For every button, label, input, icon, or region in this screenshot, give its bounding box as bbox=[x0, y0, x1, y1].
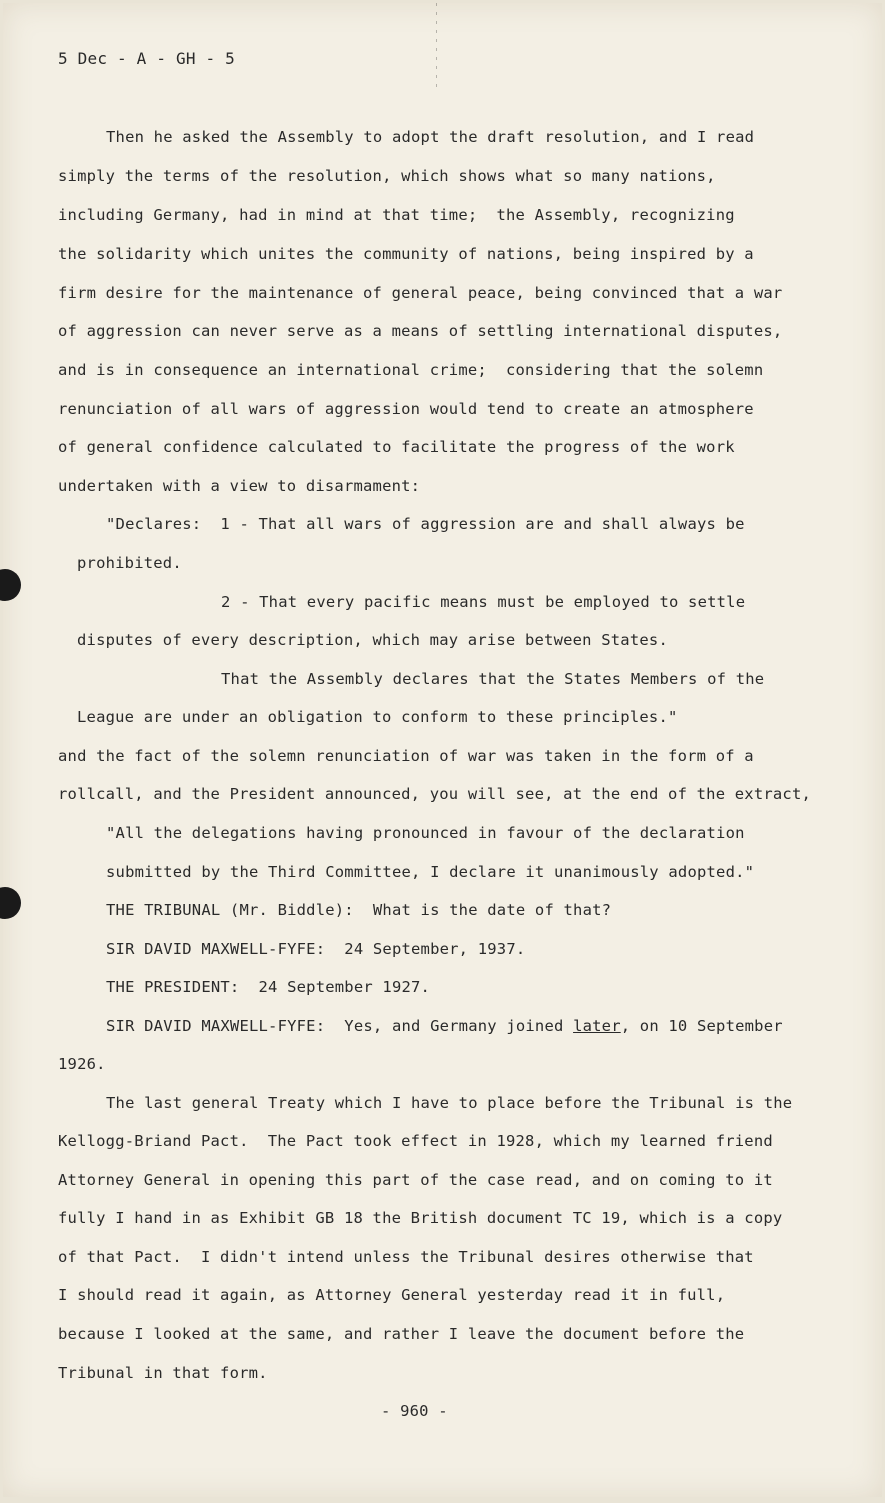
text-line: Then he asked the Assembly to adopt the draft resolution, and I read bbox=[106, 128, 755, 146]
text-line: simply the terms of the resolution, which shows what so many nations, bbox=[58, 167, 716, 185]
text-line: The last general Treaty which I have to place before the Tribunal is the bbox=[106, 1094, 793, 1112]
document-page bbox=[3, 3, 882, 1497]
text-line: Tribunal in that form. bbox=[58, 1364, 268, 1382]
text-line: renunciation of all wars of aggression would tend to create an atmosphere bbox=[58, 400, 754, 418]
fold-mark bbox=[436, 3, 437, 93]
text-line: because I looked at the same, and rather I leave the document before the bbox=[58, 1325, 745, 1343]
page-number: - 960 - bbox=[381, 1402, 448, 1420]
text-line: and is in consequence an international crime; considering that the solemn bbox=[58, 361, 764, 379]
binder-hole-bottom bbox=[0, 887, 21, 919]
text-line: Kellogg-Briand Pact. The Pact took effect in 1928, which my learned friend bbox=[58, 1132, 773, 1150]
document-reference: 5 Dec - A - GH - 5 bbox=[58, 49, 235, 68]
text-line: undertaken with a view to disarmament: bbox=[58, 477, 421, 495]
text-line: the solidarity which unites the community of nations, being inspired by a bbox=[58, 245, 754, 263]
text-line: fully I hand in as Exhibit GB 18 the British document TC 19, which is a copy bbox=[58, 1209, 783, 1227]
text-line: SIR DAVID MAXWELL-FYFE: 24 September, 1937. bbox=[106, 940, 526, 958]
text-line: THE PRESIDENT: 24 September 1927. bbox=[106, 978, 431, 996]
text-line: disputes of every description, which may arise between States. bbox=[77, 631, 668, 649]
binder-hole-top bbox=[0, 569, 21, 601]
text-line: That the Assembly declares that the States Members of the bbox=[221, 670, 765, 688]
text-line: "Declares: 1 - That all wars of aggression are and shall always be bbox=[106, 515, 745, 533]
text-segment: SIR DAVID MAXWELL-FYFE: Yes, and Germany joined bbox=[106, 1017, 574, 1035]
text-line: Attorney General in opening this part of the case read, and on coming to it bbox=[58, 1171, 773, 1189]
text-line: submitted by the Third Committee, I declare it unanimously adopted." bbox=[106, 863, 755, 881]
text-line: and the fact of the solemn renunciation of war was taken in the form of a bbox=[58, 747, 754, 765]
text-line: 2 - That every pacific means must be employed to settle bbox=[221, 593, 746, 611]
text-line: "All the delegations having pronounced in favour of the declaration bbox=[106, 824, 745, 842]
text-line: of aggression can never serve as a means of settling international disputes, bbox=[58, 322, 783, 340]
text-line: of that Pact. I didn't intend unless the Tribunal desires otherwise that bbox=[58, 1248, 754, 1266]
underlined-word: later bbox=[573, 1017, 621, 1035]
text-segment: , on 10 September bbox=[620, 1017, 783, 1035]
text-line: rollcall, and the President announced, you will see, at the end of the extract, bbox=[58, 785, 812, 803]
text-line bbox=[106, 1016, 783, 1036]
text-line: prohibited. bbox=[77, 554, 182, 572]
text-line: including Germany, had in mind at that time; the Assembly, recognizing bbox=[58, 206, 735, 224]
text-line: THE TRIBUNAL (Mr. Biddle): What is the date of that? bbox=[106, 901, 612, 919]
text-line: of general confidence calculated to facilitate the progress of the work bbox=[58, 438, 735, 456]
text-line: League are under an obligation to conform to these principles." bbox=[77, 708, 678, 726]
text-line: 1926. bbox=[58, 1055, 106, 1073]
text-line: I should read it again, as Attorney General yesterday read it in full, bbox=[58, 1286, 726, 1304]
text-line: firm desire for the maintenance of general peace, being convinced that a war bbox=[58, 284, 783, 302]
